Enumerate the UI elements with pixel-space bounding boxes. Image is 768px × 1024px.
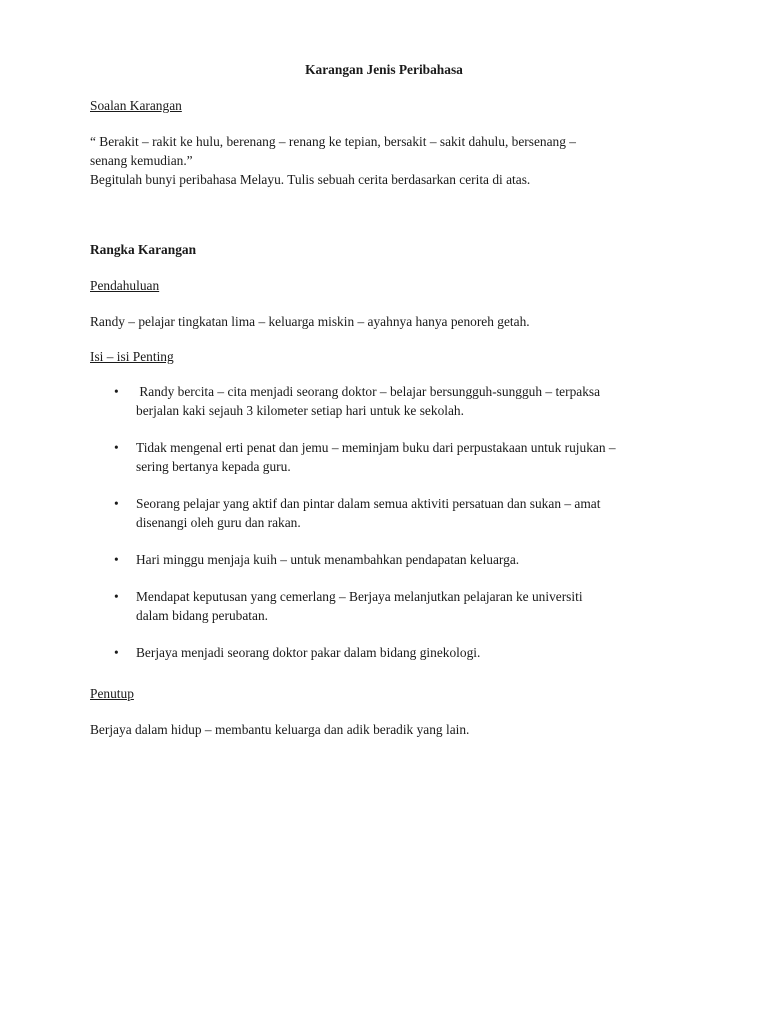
bullet-icon: •	[114, 552, 119, 567]
list-item-line1: Randy bercita – cita menjadi seorang doktor – belajar bersungguh-sungguh – terpaksa	[136, 384, 601, 399]
bullet-icon: •	[114, 589, 119, 604]
list-item-line1: Hari minggu menjaja kuih – untuk menambahkan pendapatan keluarga.	[136, 552, 520, 567]
bullet-icon: •	[114, 645, 119, 660]
list-item-line2: sering bertanya kepada guru.	[136, 459, 291, 474]
penutup-text: Berjaya dalam hidup – membantu keluarga dan adik beradik yang lain.	[90, 722, 470, 737]
list-item-line1: Tidak mengenal erti penat dan jemu – meminjam buku dari perpustakaan untuk rujukan –	[136, 440, 616, 455]
soalan-quote	[90, 132, 690, 189]
isi-heading: Isi – isi Penting	[90, 349, 174, 364]
list-item-line1: Seorang pelajar yang aktif dan pintar dalam semua aktiviti persatuan dan sukan – amat	[136, 496, 601, 511]
bullet-icon: •	[114, 496, 119, 511]
soalan-instruction: Begitulah bunyi peribahasa Melayu. Tulis sebuah cerita berdasarkan cerita di atas.	[90, 172, 531, 187]
isi-bullet-list	[90, 382, 690, 680]
bullet-icon: •	[114, 384, 119, 399]
soalan-quote-line1: “ Berakit – rakit ke hulu, berenang – renang ke tepian, bersakit – sakit dahulu, bersenang –	[90, 134, 576, 149]
penutup-heading: Penutup	[90, 686, 134, 701]
list-item-line2: berjalan kaki sejauh 3 kilometer setiap hari untuk ke sekolah.	[136, 403, 464, 418]
pendahuluan-text: Randy – pelajar tingkatan lima – keluarga miskin – ayahnya hanya penoreh getah.	[90, 314, 530, 329]
bullet-icon: •	[114, 440, 119, 455]
list-item	[90, 643, 690, 662]
list-item-line2: dalam bidang perubatan.	[136, 608, 268, 623]
list-item-line1: Berjaya menjadi seorang doktor pakar dalam bidang ginekologi.	[136, 645, 481, 660]
soalan-quote-line2: senang kemudian.”	[90, 153, 193, 168]
soalan-heading: Soalan Karangan	[90, 98, 182, 113]
list-item	[90, 438, 690, 476]
list-item-line2: disenangi oleh guru dan rakan.	[136, 515, 301, 530]
document-title: Karangan Jenis Peribahasa	[305, 62, 463, 77]
list-item	[90, 550, 690, 569]
list-item	[90, 587, 690, 625]
rangka-heading: Rangka Karangan	[90, 242, 197, 257]
pendahuluan-heading: Pendahuluan	[90, 278, 160, 293]
list-item	[90, 382, 690, 420]
list-item-line1: Mendapat keputusan yang cemerlang – Berjaya melanjutkan pelajaran ke universiti	[136, 589, 583, 604]
list-item	[90, 494, 690, 532]
